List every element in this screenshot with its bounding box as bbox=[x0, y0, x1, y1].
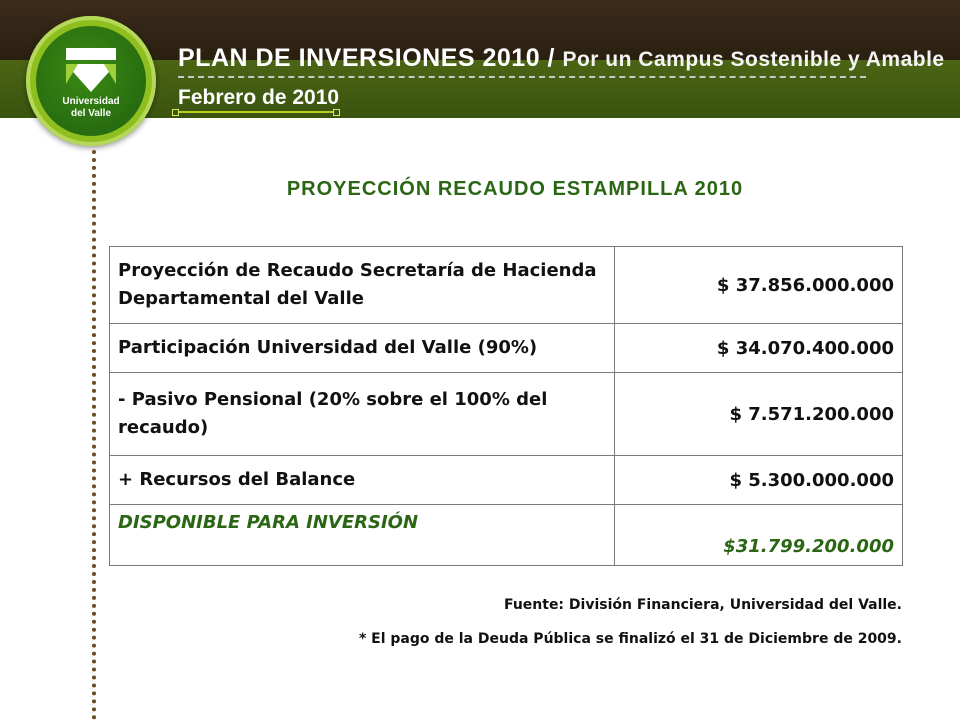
projection-table bbox=[109, 246, 903, 566]
logo-inner-circle bbox=[36, 26, 146, 136]
logo-text-line-2: del Valle bbox=[70, 108, 112, 119]
university-logo bbox=[26, 16, 156, 146]
row-value: $ 34.070.400.000 bbox=[615, 324, 903, 373]
logo-text-line-1: Universidad bbox=[62, 96, 120, 107]
date-underline bbox=[176, 111, 336, 113]
header-title-text: PLAN DE INVERSIONES 2010 / bbox=[178, 44, 556, 72]
table-row bbox=[110, 373, 903, 456]
header-dashed-divider bbox=[178, 76, 866, 78]
underline-dot-right bbox=[333, 109, 340, 116]
debt-note: * El pago de la Deuda Pública se finalizó el 31 de Diciembre de 2009. bbox=[358, 631, 902, 647]
row-value: $ 37.856.000.000 bbox=[615, 247, 903, 324]
table-row bbox=[110, 456, 903, 505]
row-label: + Recursos del Balance bbox=[110, 456, 615, 505]
header-title bbox=[178, 44, 945, 73]
header-date: Febrero de 2010 bbox=[178, 86, 340, 109]
header-subtitle: Por un Campus Sostenible y Amable bbox=[562, 48, 945, 71]
source-note: Fuente: División Financiera, Universidad del Valle. bbox=[503, 597, 902, 613]
row-value: $ 7.571.200.000 bbox=[615, 373, 903, 456]
underline-dot-left bbox=[172, 109, 179, 116]
side-dotted-line bbox=[92, 150, 96, 720]
row-label: Proyección de Recaudo Secretaría de Hacienda Departamental del Valle bbox=[110, 247, 615, 324]
row-label: - Pasivo Pensional (20% sobre el 100% del recaudo) bbox=[110, 373, 615, 456]
total-value: $31.799.200.000 bbox=[615, 505, 903, 566]
logo-emblem-icon bbox=[36, 26, 146, 136]
table-row bbox=[110, 324, 903, 373]
page-heading: PROYECCIÓN RECAUDO ESTAMPILLA 2010 bbox=[286, 178, 744, 200]
total-label: DISPONIBLE PARA INVERSIÓN bbox=[110, 505, 615, 566]
table-row bbox=[110, 247, 903, 324]
row-label: Participación Universidad del Valle (90%) bbox=[110, 324, 615, 373]
row-value: $ 5.300.000.000 bbox=[615, 456, 903, 505]
table-row-total bbox=[110, 505, 903, 566]
